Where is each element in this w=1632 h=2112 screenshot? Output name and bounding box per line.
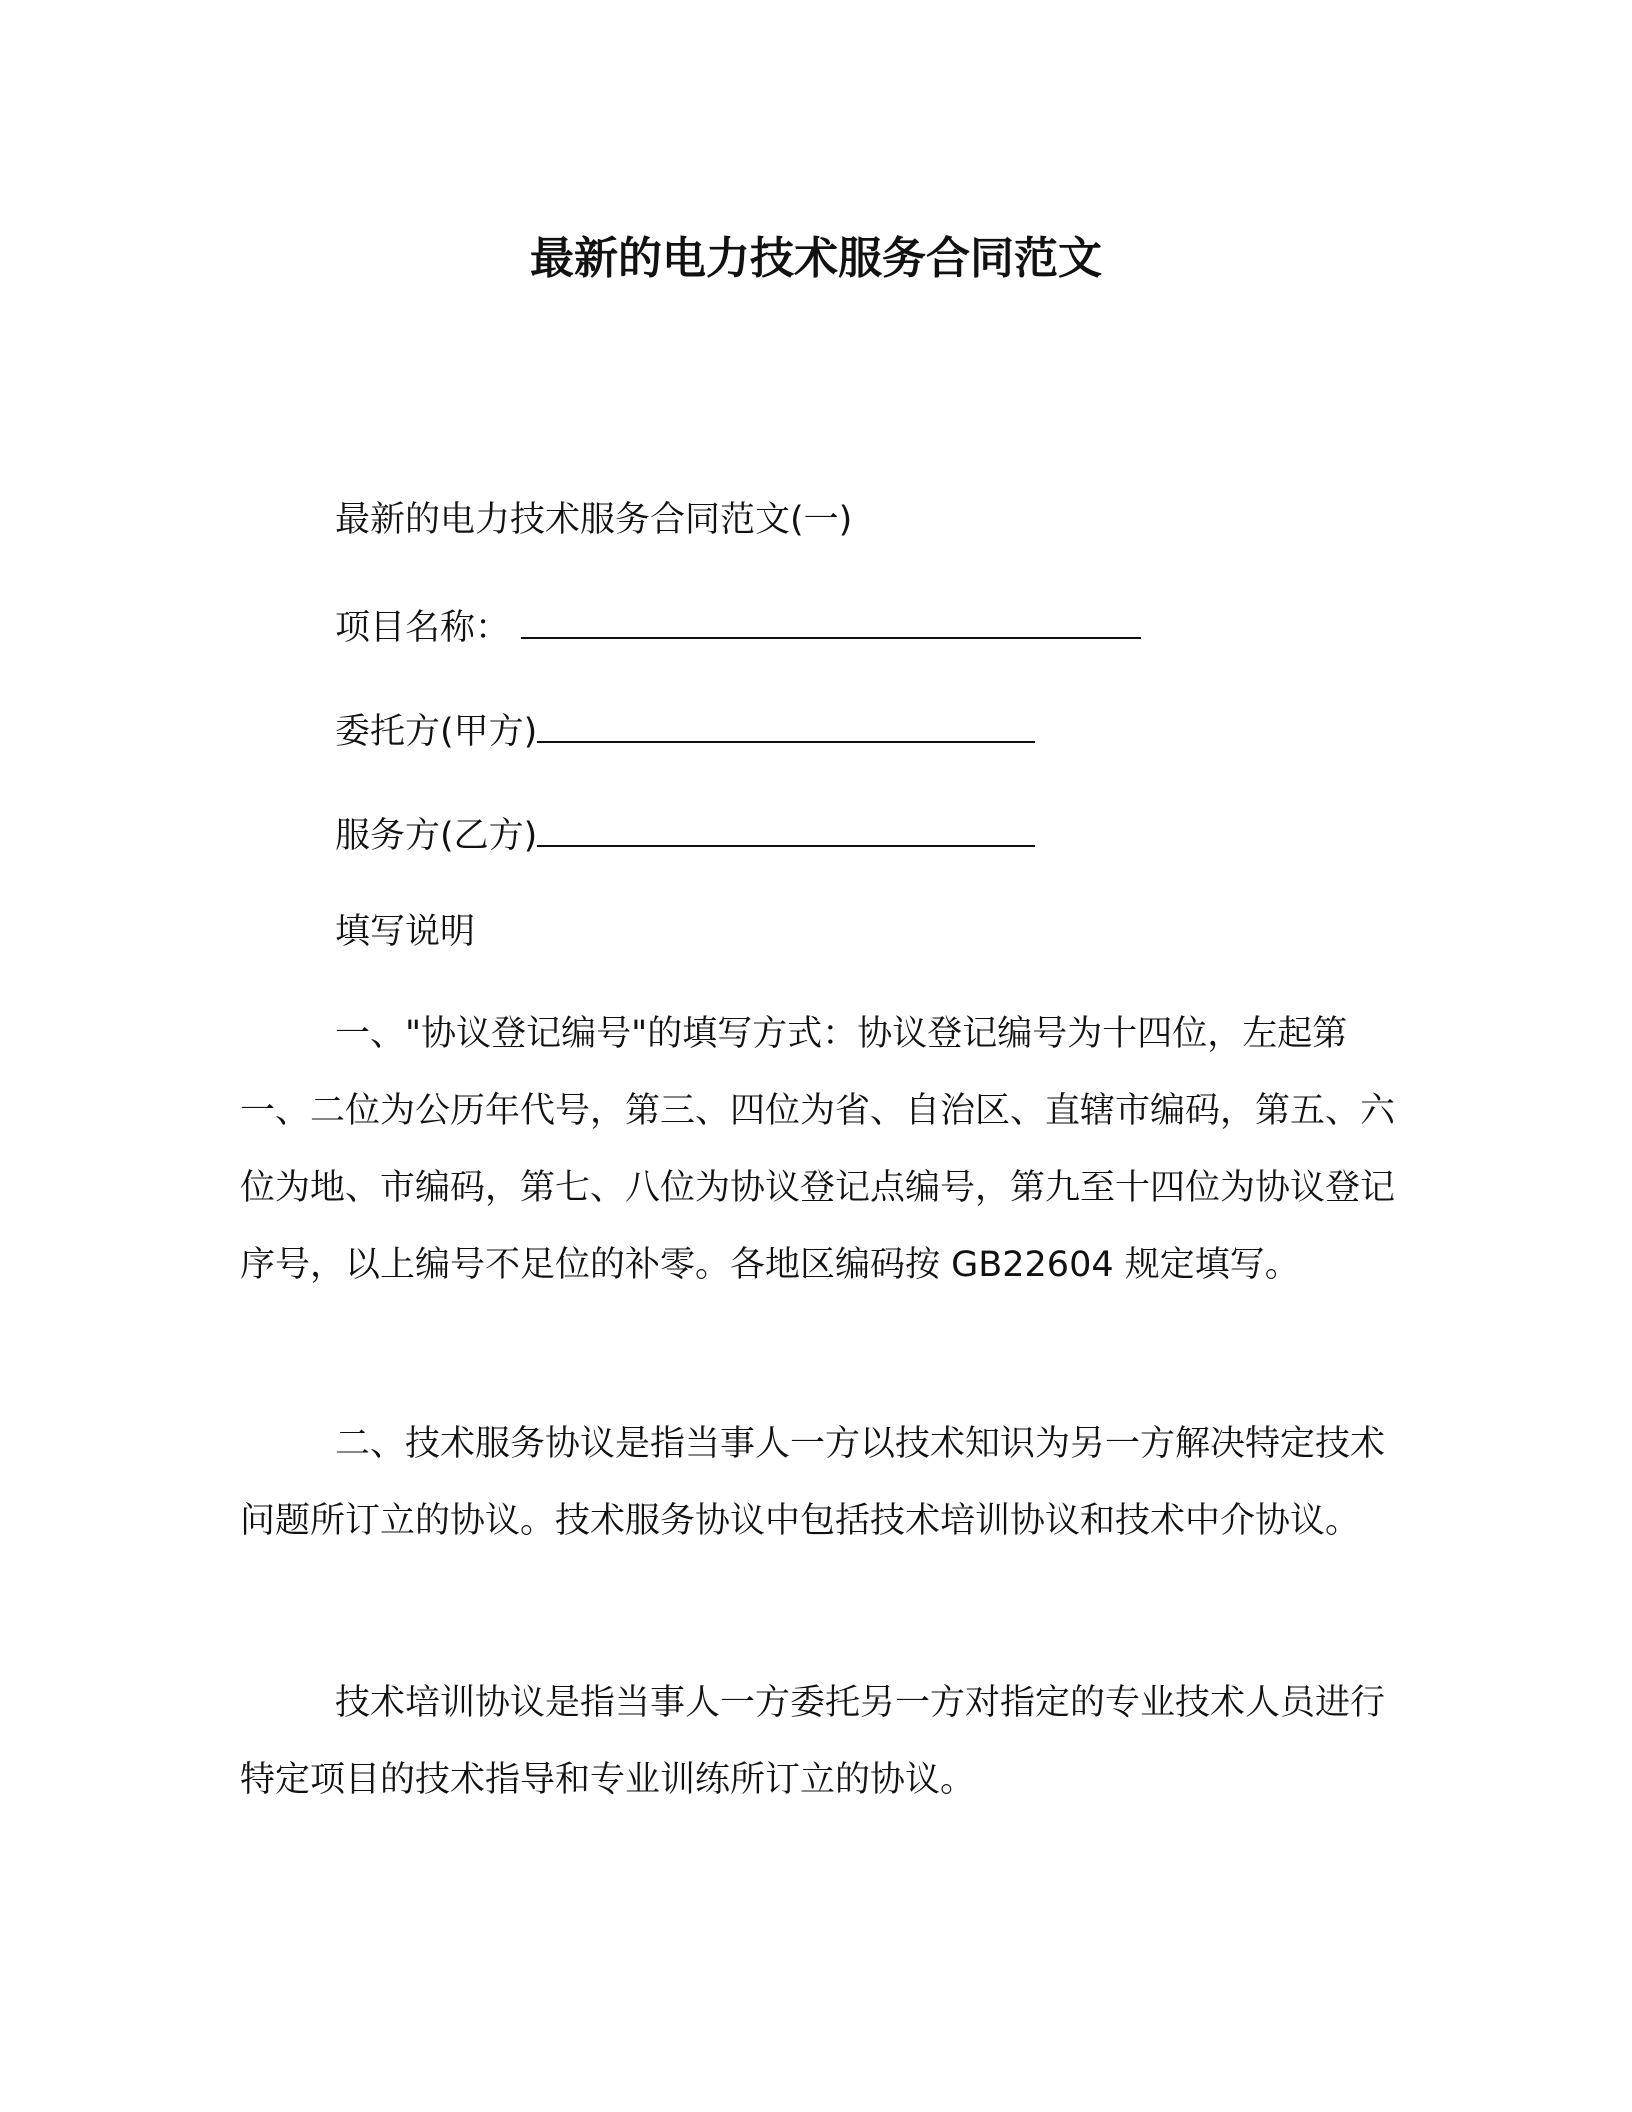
client-party-a-blank[interactable] — [537, 719, 1035, 743]
document-subtitle: 最新的电力技术服务合同范文(一) — [335, 500, 853, 540]
field-project-name — [335, 604, 1141, 652]
field-service-party-b — [335, 812, 1035, 860]
project-name-blank[interactable] — [521, 615, 1141, 639]
paragraph-service-agreement: 二、技术服务协议是指当事人一方以技术知识为另一方解决特定技术问题所订立的协议。技术服务协议中包括技术培训协议和技术中介协议。 — [240, 1424, 1386, 1541]
field-client-party-a-label: 委托方(甲方) — [335, 712, 538, 752]
document-title: 最新的电力技术服务合同范文 — [530, 233, 1102, 284]
paragraph-training-agreement: 技术培训协议是指当事人一方委托另一方对指定的专业技术人员进行特定项目的技术指导和专业训练所订立的协议。 — [240, 1683, 1386, 1800]
field-client-party-a — [335, 708, 1035, 756]
paragraph-registration-number: 一、"协议登记编号"的填写方式：协议登记编号为十四位，左起第一、二位为公历年代号，第三、四位为省、自治区、直辖市编码，第五、六位为地、市编码，第七、八位为协议登记点编号，第九至十四位为协议登记序号，以上编号不足位的补零。各地区编码按 GB22604 规定填写。 — [240, 1014, 1396, 1285]
service-party-b-blank[interactable] — [537, 823, 1035, 847]
field-project-name-label: 项目名称： — [335, 608, 511, 648]
instructions-heading: 填写说明 — [335, 912, 476, 952]
field-service-party-b-label: 服务方(乙方) — [335, 816, 538, 856]
